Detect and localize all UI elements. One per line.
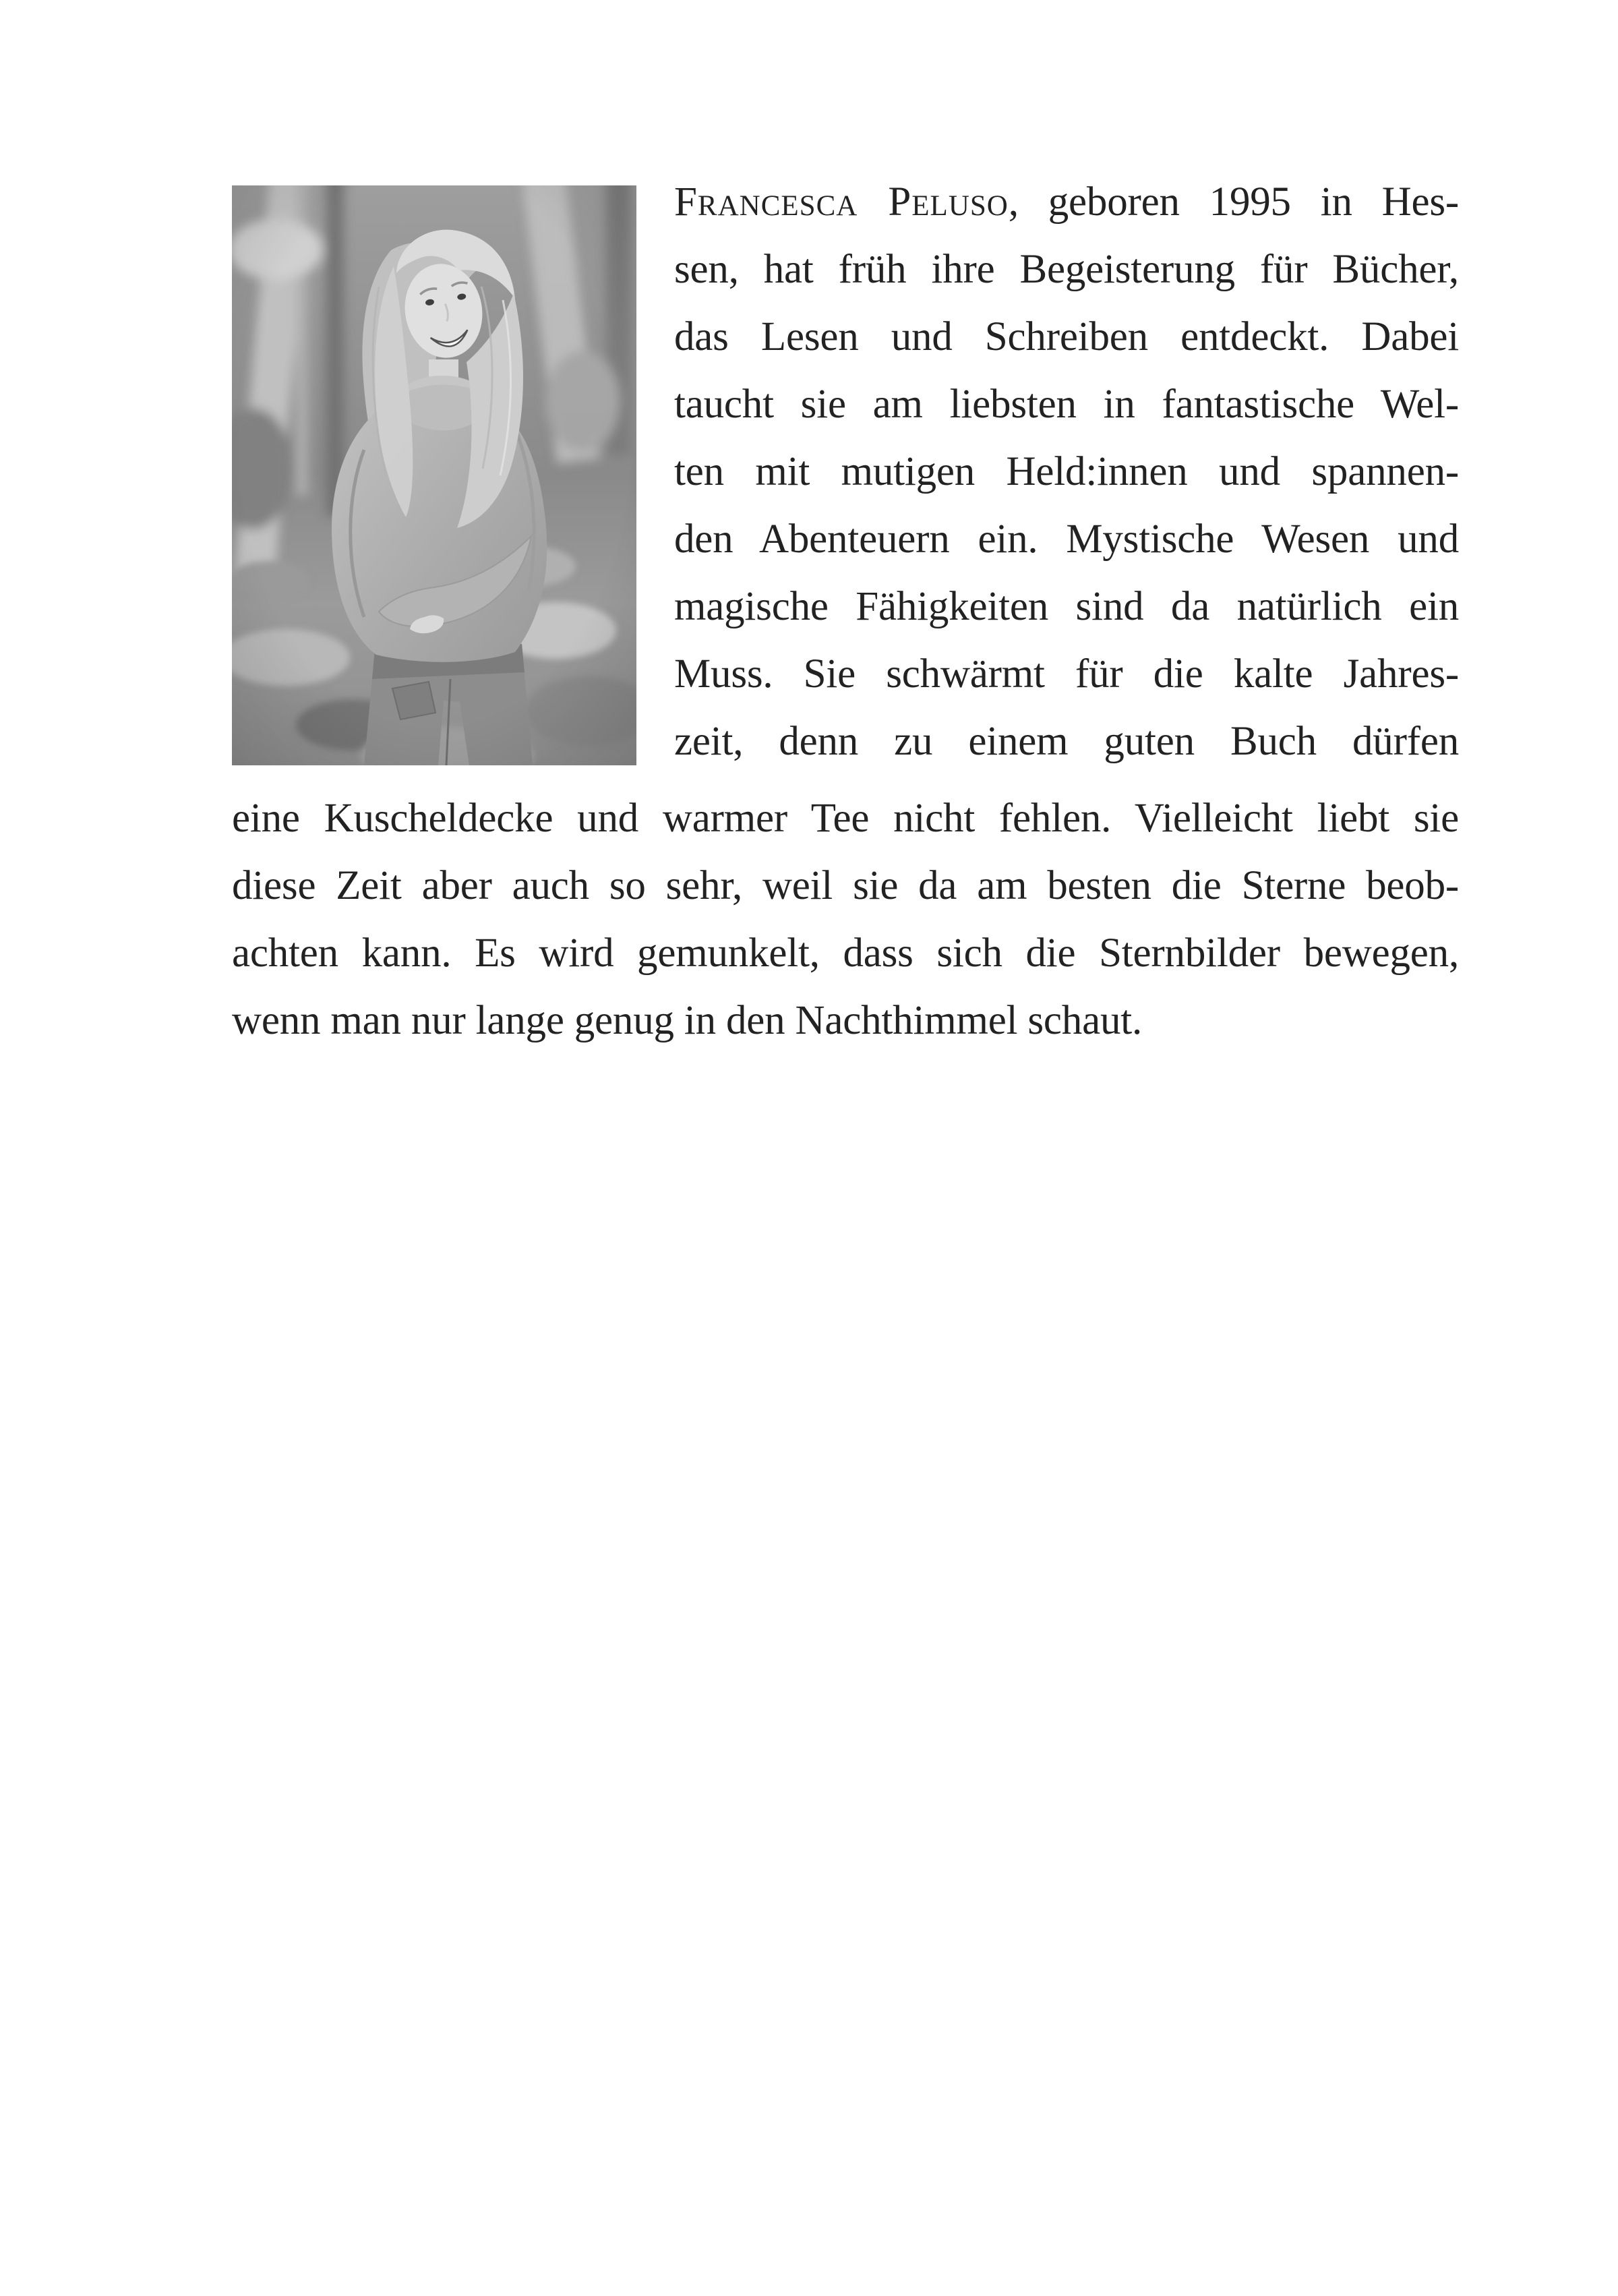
author-name: Francesca Peluso [674, 179, 1009, 225]
bio-line-4: taucht sie am liebsten in fantastische Wel- [674, 382, 1459, 427]
bio-line-5: ten mit mutigen Held:innen und spannen- [674, 449, 1459, 494]
bio-line-1 [674, 169, 1459, 236]
bio-line-1-rest: , geboren 1995 in Hes- [1008, 179, 1459, 225]
author-photo-illustration [232, 185, 636, 765]
bio-line-9: zeit, denn zu einem guten Buch dürfen [674, 719, 1459, 764]
bio-line-11: diese Zeit aber auch so sehr, weil sie da am besten die Sterne beob- [232, 863, 1459, 908]
bio-line-12: achten kann. Es wird gemunkelt, dass sich die Sternbilder bewegen, [232, 931, 1459, 976]
bio-line-13: wenn man nur lange genug in den Nachthimmel schaut. [232, 998, 1143, 1043]
bio-line-2: sen, hat früh ihre Begeisterung für Bücher, [674, 247, 1459, 292]
bio-line-3: das Lesen und Schreiben entdeckt. Dabei [674, 314, 1459, 359]
bio-text-beside-photo [674, 169, 1459, 775]
bio-text-full-width [232, 785, 1459, 1055]
bio-line-7: magische Fähigkeiten sind da natürlich ein [674, 584, 1459, 629]
bio-line-10: eine Kuscheldecke und warmer Tee nicht fehlen. Vielleicht liebt sie [232, 796, 1459, 841]
author-photo [232, 185, 636, 765]
bio-line-8: Muss. Sie schwärmt für die kalte Jahres- [674, 651, 1459, 697]
bio-line-6: den Abenteuern ein. Mystische Wesen und [674, 517, 1459, 562]
